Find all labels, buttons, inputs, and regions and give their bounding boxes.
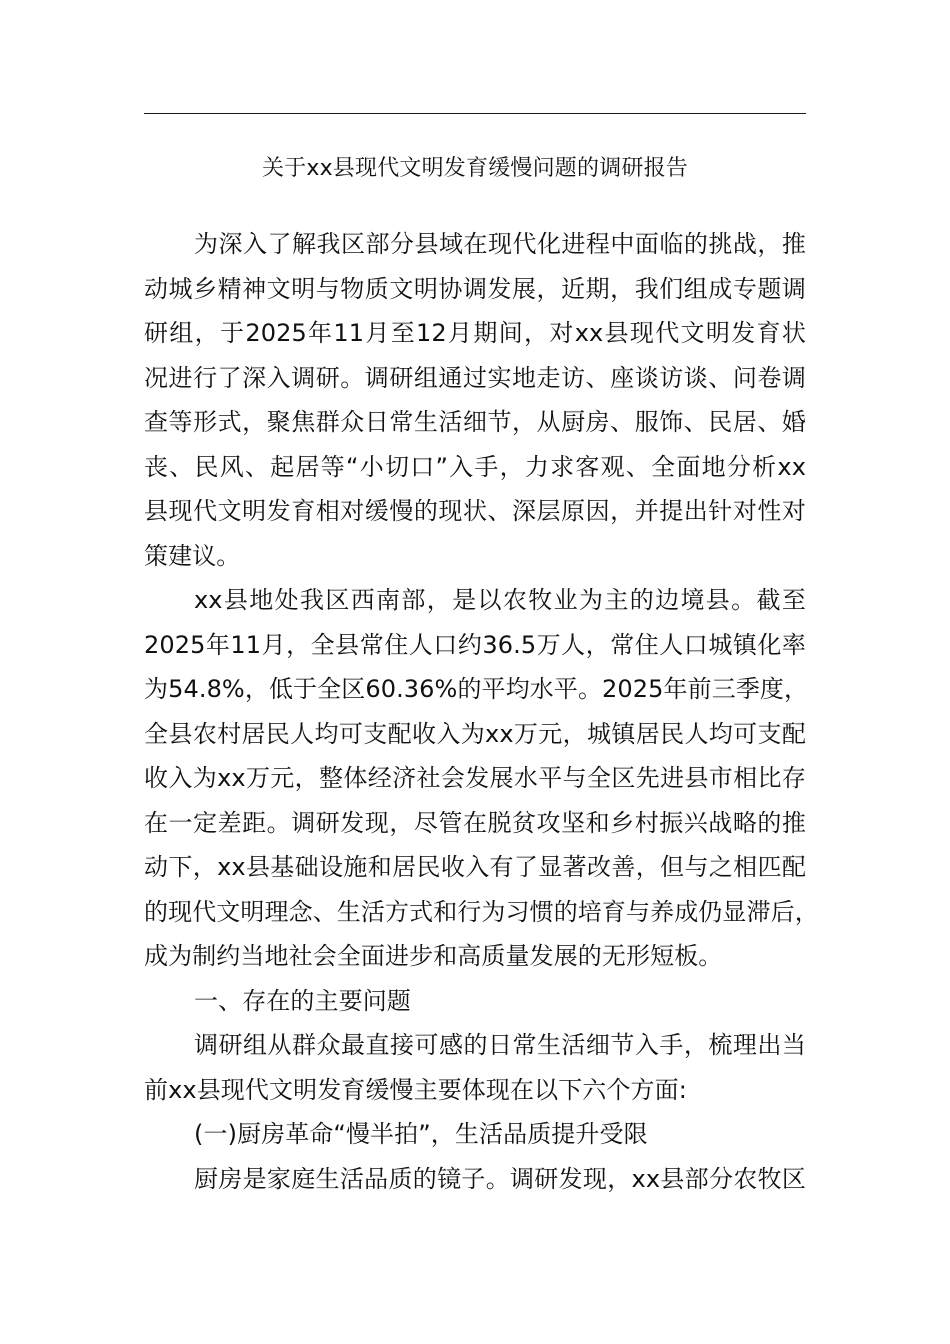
paragraph-line: 动下，xx县基础设施和居民收入有了显著改善，但与之相匹配 [144, 853, 806, 881]
paragraph-line: 在一定差距。调研发现，尽管在脱贫攻坚和乡村振兴战略的推 [144, 808, 806, 837]
paragraph-line: 成为制约当地社会全面进步和高质量发展的无形短板。 [144, 942, 723, 970]
paragraph-line: 调研组从群众最直接可感的日常生活细节入手，梳理出当 [194, 1031, 806, 1059]
paragraph-line: 策建议。 [144, 541, 241, 570]
paragraph-line: 研组，于2025年11月至12月期间，对xx县现代文明发育状 [144, 319, 806, 347]
paragraph-line: 况进行了深入调研。调研组通过实地走访、座谈访谈、问卷调 [144, 363, 806, 392]
document-title: 关于xx县现代文明发育缓慢问题的调研报告 [261, 156, 689, 181]
paragraph-line: 查等形式，聚焦群众日常生活细节，从厨房、服饰、民居、婚 [144, 408, 806, 436]
paragraph-line: 县现代文明发育相对缓慢的现状、深层原因，并提出针对性对 [144, 497, 806, 525]
paragraph-line: 厨房是家庭生活品质的镜子。调研发现，xx县部分农牧区 [194, 1164, 806, 1193]
paragraph-line: xx县地处我区西南部，是以农牧业为主的边境县。截至 [194, 586, 806, 614]
paragraph-line: 的现代文明理念、生活方式和行为习惯的培育与养成仍显滞后， [144, 897, 819, 926]
paragraph-line: 动城乡精神文明与物质文明协调发展，近期，我们组成专题调 [144, 274, 806, 303]
paragraph-line: 前xx县现代文明发育缓慢主要体现在以下六个方面: [144, 1075, 687, 1104]
paragraph-line: 丧、民风、起居等“小切口”入手，力求客观、全面地分析xx [144, 452, 806, 481]
header-rule [144, 113, 806, 114]
paragraph-line: 2025年11月，全县常住人口约36.5万人，常住人口城镇化率 [144, 630, 806, 659]
document-body [144, 222, 819, 1201]
paragraph-line: 全县农村居民人均可支配收入为xx万元，城镇居民人均可支配 [144, 719, 806, 748]
paragraph-line: 为54.8%，低于全区60.36%的平均水平。2025年前三季度， [144, 675, 809, 703]
subsection-heading: (一)厨房革命“慢半拍”，生活品质提升受限 [194, 1120, 648, 1148]
section-heading: 一、存在的主要问题 [194, 986, 411, 1015]
paragraph-line: 为深入了解我区部分县域在现代化进程中面临的挑战，推 [194, 230, 806, 258]
paragraph-line: 收入为xx万元，整体经济社会发展水平与全区先进县市相比存 [144, 764, 806, 792]
